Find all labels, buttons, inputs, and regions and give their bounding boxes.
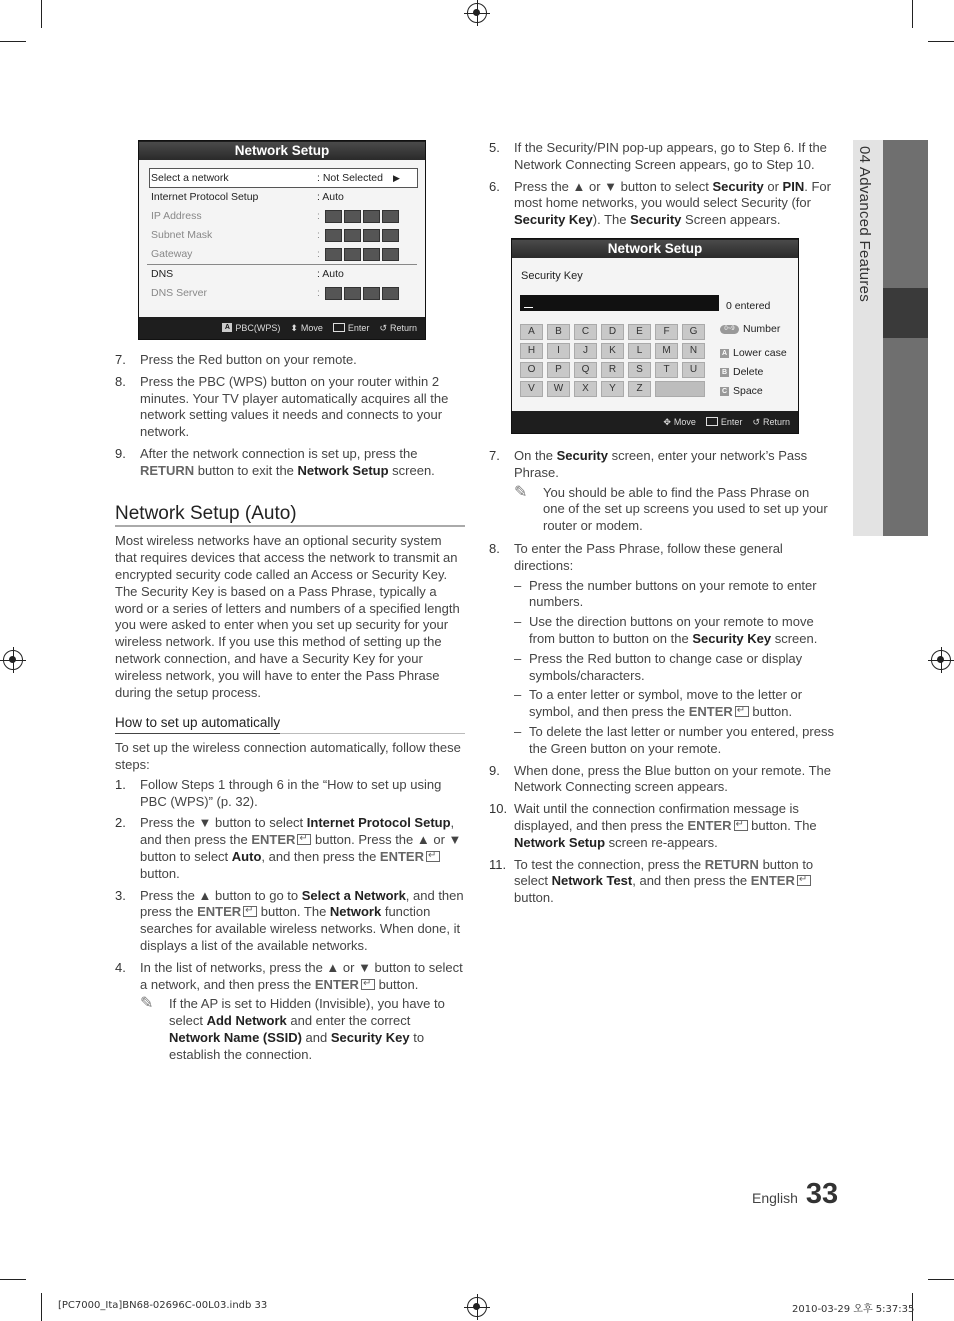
side-tab-marker [883, 288, 928, 338]
key[interactable]: T [655, 362, 678, 378]
step-item: 4. In the list of networks, press the ▲ or ▼ button to select a network, and then press the ENTER↵ button. ✎ If the AP is set to Hidden (Invisible), you have to select Add Network and enter the correct Network Name (SSID) and Security Key to establish the connection. [115, 960, 465, 1064]
step-item: 8. To enter the Pass Phrase, follow these general directions: – Press the number buttons on your remote to enter numbers. – Use the direction buttons on your remote to move from button to button on the Security Key screen. – Press the Red button to change case or display symbols/characters. – To a enter letter or symbol, move to the letter or symbol, and then press the ENTER↵ button. – To delete the last letter or number you entered, press the Green button on your remote. [489, 541, 834, 758]
key[interactable]: E [628, 324, 651, 340]
enter-hint: Enter [333, 320, 370, 337]
menu-row-dns[interactable]: DNS : Auto [151, 268, 344, 280]
legend-space: C Space [721, 384, 763, 397]
crop-mark [912, 0, 913, 28]
enter-icon [706, 417, 718, 426]
right-column [489, 140, 834, 912]
four-way-arrow-icon: ✥ [663, 416, 671, 427]
steps-list [489, 448, 834, 907]
step-item: 6. Press the ▲ or ▼ button to select Security or PIN. For most home networks, you would select Security (for Security Key). The Security Screen appears. [489, 178, 831, 228]
a-button-icon: A [222, 323, 232, 332]
key[interactable]: G [682, 324, 705, 340]
crop-mark [928, 1279, 954, 1280]
step-item: 2. Press the ▼ button to select Internet Protocol Setup, and then press the ENTER↵ button. Press the ▲ or ▼ button to select Auto, and then press the ENTER↵ button. [115, 815, 465, 882]
key[interactable]: D [601, 324, 624, 340]
page-footer [752, 1178, 838, 1211]
key[interactable]: I [547, 343, 570, 359]
steps-list [115, 352, 465, 480]
print-slug-left: [PC7000_Ita]BN68-02696C-00L03.indb 33 [58, 1300, 268, 1311]
enter-icon [426, 851, 440, 862]
dns-field-boxes [325, 287, 399, 300]
registration-mark-icon [931, 650, 951, 670]
dash-item: – Use the direction buttons on your remote to move from button to button on the Security Key screen. [514, 614, 818, 646]
auto-steps-list [115, 777, 465, 1064]
up-down-arrow-icon: ⬍ [290, 322, 298, 333]
arrow-right-icon: ▶ [393, 173, 400, 183]
c-button-icon: C [721, 387, 728, 395]
subsection-intro: To set up the wireless connection automatically, follow these steps: [115, 740, 461, 772]
screen-footer [512, 411, 798, 433]
enter-hint: Enter [706, 414, 743, 431]
return-hint: ↺ Return [752, 414, 790, 431]
key[interactable]: L [628, 343, 651, 359]
dash-item: – To a enter letter or symbol, move to the letter or symbol, and then press the ENTER↵ button. [514, 687, 834, 721]
legend-lower-case: A Lower case [721, 346, 787, 359]
steps-list [489, 140, 834, 229]
key[interactable]: J [574, 343, 597, 359]
key[interactable]: W [547, 381, 570, 397]
pbc-hint: A PBC(WPS) [222, 320, 280, 337]
space-key[interactable] [655, 381, 705, 397]
print-slug-right: 2010-03-29 오후 5:37:35 [792, 1304, 915, 1315]
key[interactable]: P [547, 362, 570, 378]
section-heading: Network Setup (Auto) [115, 506, 465, 528]
entered-count: 0 entered [726, 299, 771, 312]
crop-mark [41, 0, 42, 28]
step-item: 11. To test the connection, press the RETURN button to select Network Test, and then press the ENTER↵ button. [489, 857, 834, 907]
security-key-label: Security Key [521, 269, 583, 282]
screen-footer [139, 317, 425, 339]
key-row [520, 324, 705, 340]
network-setup-screen [138, 140, 426, 340]
key[interactable]: F [655, 324, 678, 340]
gateway-field-boxes [325, 248, 399, 261]
chapter-side-tab [853, 140, 928, 536]
step-item: 9. After the network connection is set up, press the RETURN button to exit the Network Setup screen. [115, 445, 435, 478]
step-item: 7. On the Security screen, enter your network’s Pass Phrase. ✎ You should be able to find the Pass Phrase on one of the set up screens you used to set up your router or modem. [489, 448, 834, 535]
step-item: 8. Press the PBC (WPS) button on your router within 2 minutes. Your TV player automatically acquires all the network setting values it needs and connects to your network. [115, 373, 449, 440]
key-row [520, 343, 705, 359]
registration-mark-icon [3, 650, 23, 670]
registration-mark-icon [467, 3, 487, 23]
security-key-screen [511, 238, 799, 434]
key-row [520, 381, 705, 397]
return-hint: ↺ Return [379, 320, 417, 337]
crop-mark [0, 41, 26, 42]
note: ✎ If the AP is set to Hidden (Invisible), you have to select Add Network and enter the correct Network Name (SSID) and Security Key to establish the connection. [140, 995, 445, 1062]
menu-row-ip-address: IP Address : [139, 207, 425, 226]
key[interactable]: A [520, 324, 543, 340]
key[interactable]: N [682, 343, 705, 359]
dash-item: – Press the Red button to change case or display symbols/characters. [514, 650, 803, 683]
enter-icon [734, 820, 748, 831]
number-key-icon: 0~9 [720, 325, 739, 334]
step-item: 5. If the Security/PIN pop-up appears, go to Step 6. If the Network Connecting Screen appears, go to Step 10. [489, 140, 827, 172]
key-row [520, 362, 705, 378]
section-intro: Most wireless networks have an optional security system that requires devices that access the network to transmit an encrypted security code called an Access or Security Key. The Security Key is based on a Pass Phrase, typically a word or a series of letters and numbers of a specified length you were asked to enter when you set up security for your wireless network. If you use this method of setting up the network connection, and have a Security Key for your wireless network, you will have to enter the Pass Phrase during the setup process. [115, 533, 460, 700]
menu-row-select-network[interactable]: Select a network : Not Selected ▶ [139, 168, 425, 188]
key[interactable]: O [520, 362, 543, 378]
key[interactable]: Q [574, 362, 597, 378]
enter-icon [297, 834, 311, 845]
step-item: 10. Wait until the connection confirmation message is displayed, and then press the ENTER↵ button. The Network Setup screen re-appears. [489, 801, 834, 851]
menu-row-gateway: Gateway : [139, 245, 425, 264]
screen-body [139, 160, 425, 317]
key[interactable]: M [655, 343, 678, 359]
key[interactable]: S [628, 362, 651, 378]
subsection-heading: How to set up automatically [115, 715, 280, 734]
step-item: 3. Press the ▲ button to go to Select a Network, and then press the ENTER↵ button. The Network function searches for available wireless networks. When done, it displays a list of the available networks. [115, 888, 465, 955]
key[interactable]: Z [628, 381, 651, 397]
side-tab-dark [883, 338, 928, 536]
menu-row-subnet-mask: Subnet Mask : [139, 226, 425, 245]
key[interactable]: B [547, 324, 570, 340]
language-label: English [752, 1190, 798, 1206]
key[interactable]: Y [601, 381, 624, 397]
menu-row-ip-setup[interactable]: Internet Protocol Setup : Auto [151, 191, 344, 203]
enter-icon [797, 875, 811, 886]
ip-field-boxes [325, 210, 399, 223]
return-icon: ↺ [379, 322, 387, 333]
key[interactable]: U [682, 362, 705, 378]
screen-body [512, 258, 798, 411]
dash-item: – Press the number buttons on your remote to enter numbers. [514, 577, 817, 610]
step-item: 1. Follow Steps 1 through 6 in the “How to set up using PBC (WPS)” (p. 32). [115, 776, 442, 809]
b-button-icon: B [721, 368, 728, 376]
key[interactable]: C [574, 324, 597, 340]
step-item: 7. Press the Red button on your remote. [115, 352, 357, 367]
key[interactable]: H [520, 343, 543, 359]
legend-number: 0~9 Number [720, 320, 787, 339]
step-item: 9. When done, press the Blue button on your remote. The Network Connecting screen appears. [489, 762, 832, 795]
menu-row-dns-server: DNS Server : [139, 284, 425, 303]
enter-icon [361, 979, 375, 990]
key[interactable]: V [520, 381, 543, 397]
legend-delete: B Delete [721, 365, 764, 378]
crop-mark [0, 1279, 26, 1280]
note: ✎ You should be able to find the Pass Phrase on one of the set up screens you used to set up your router or modem. [514, 483, 828, 534]
page-number: 33 [805, 1178, 839, 1210]
key[interactable]: R [601, 362, 624, 378]
left-column [115, 140, 465, 1068]
registration-mark-icon [467, 1297, 487, 1317]
onscreen-keyboard [520, 324, 705, 400]
side-tab-dark [883, 140, 928, 288]
enter-icon [243, 906, 257, 917]
a-button-icon: A [721, 349, 728, 357]
subnet-field-boxes [325, 229, 399, 242]
move-hint: ⬍ Move [290, 320, 323, 337]
security-key-input[interactable] [520, 295, 719, 311]
key[interactable]: X [574, 381, 597, 397]
chapter-label: 04 Advanced Features [856, 146, 873, 303]
screen-title: Network Setup [512, 240, 798, 258]
dash-item: – To delete the last letter or number you entered, press the Green button on your remote. [514, 723, 834, 756]
return-icon: ↺ [752, 416, 760, 427]
enter-icon [333, 323, 345, 332]
screen-title: Network Setup [139, 142, 425, 160]
keyboard-legend [720, 320, 787, 401]
move-hint: ✥ Move [663, 414, 696, 431]
enter-icon [735, 706, 749, 717]
pencil-note-icon: ✎ [514, 483, 528, 501]
key[interactable]: K [601, 343, 624, 359]
crop-mark [41, 1293, 42, 1321]
pencil-note-icon: ✎ [140, 995, 154, 1013]
crop-mark [928, 41, 954, 42]
